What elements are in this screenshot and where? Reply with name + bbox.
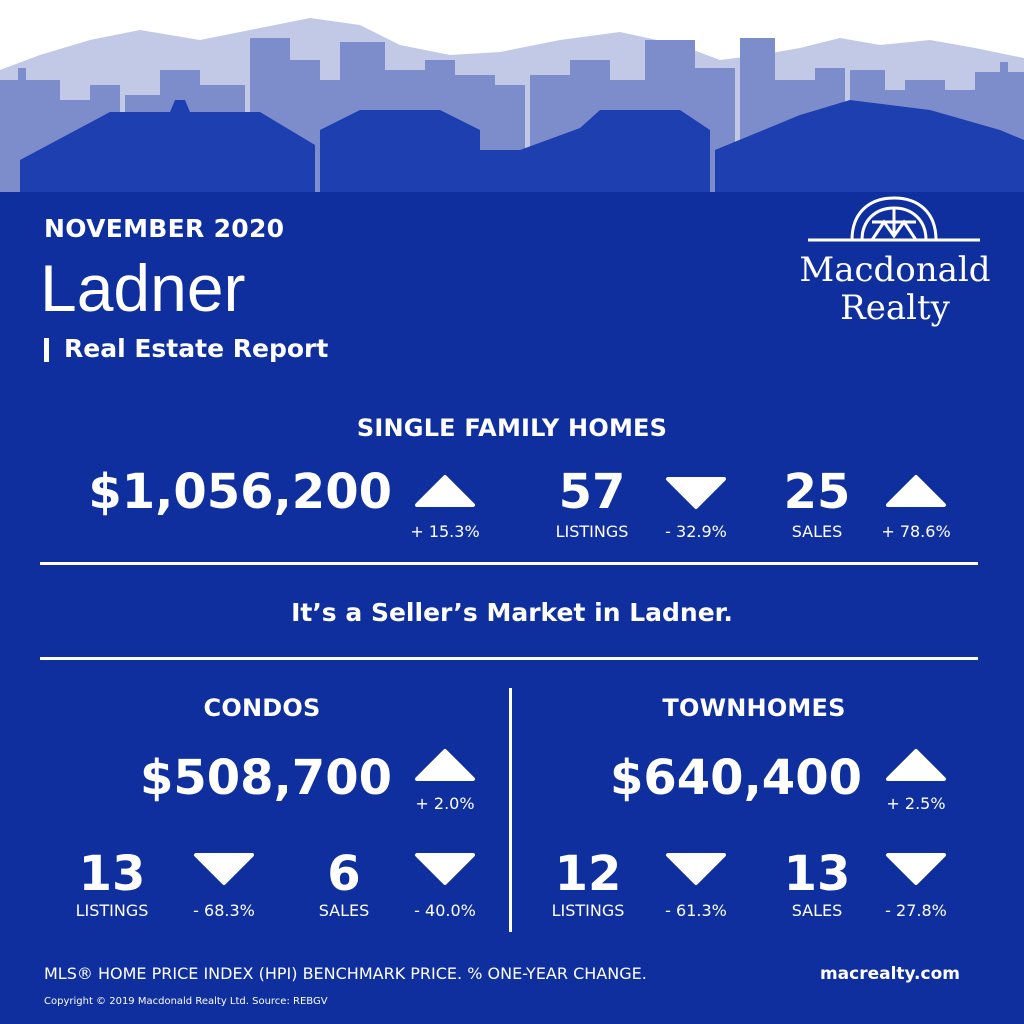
triangle-down-icon [665, 852, 727, 886]
condos-sales-label: SALES [318, 901, 370, 920]
column-divider [509, 688, 512, 932]
single-family-price-change: + 15.3% [410, 522, 480, 541]
brand-name-line2: Realty [840, 288, 950, 328]
single-family-sales: 25 [783, 464, 851, 520]
triangle-up-icon [885, 748, 947, 782]
single-family-listings: 57 [558, 464, 626, 520]
single-family-listings-label: LISTINGS [555, 522, 629, 541]
skyline-illustration [0, 0, 1024, 200]
divider-top [40, 562, 978, 565]
triangle-down-icon [193, 852, 255, 886]
website-link[interactable]: macrealty.com [819, 964, 960, 984]
townhomes-sales-label: SALES [791, 901, 843, 920]
city-name: Ladner [40, 251, 246, 325]
townhomes-listings-label: LISTINGS [551, 901, 625, 920]
condos-sales: 6 [327, 846, 361, 902]
condos-price: $508,700 [139, 750, 392, 806]
townhomes-listings: 12 [554, 846, 622, 902]
brand-name-line1: Macdonald [799, 250, 991, 290]
hpi-footnote: MLS® HOME PRICE INDEX (HPI) BENCHMARK PRICE. % ONE-YEAR CHANGE. [44, 964, 647, 983]
condos-price-change: + 2.0% [415, 794, 475, 813]
market-tagline: It’s a Seller’s Market in Ladner. [291, 598, 733, 627]
triangle-up-icon [414, 748, 476, 782]
triangle-down-icon [414, 852, 476, 886]
copyright-notice: Copyright © 2019 Macdonald Realty Ltd. Source: REBGV [44, 996, 328, 1007]
single-family-price: $1,056,200 [88, 464, 392, 520]
condos-listings-label: LISTINGS [75, 901, 149, 920]
condos-listings: 13 [78, 846, 146, 902]
townhomes-sales: 13 [783, 846, 851, 902]
townhomes-sales-change: - 27.8% [885, 901, 947, 920]
triangle-up-icon [885, 474, 947, 508]
single-family-listings-change: - 32.9% [665, 522, 727, 541]
townhomes-price-change: + 2.5% [886, 794, 946, 813]
single-family-sales-label: SALES [791, 522, 843, 541]
townhomes-listings-change: - 61.3% [665, 901, 727, 920]
divider-middle [40, 657, 978, 660]
condos-listings-change: - 68.3% [193, 901, 255, 920]
report-month: NOVEMBER 2020 [44, 214, 285, 243]
townhomes-price: $640,400 [609, 750, 862, 806]
condos-heading: CONDOS [203, 694, 321, 722]
single-family-sales-change: + 78.6% [881, 522, 951, 541]
condos-sales-change: - 40.0% [414, 901, 476, 920]
macdonald-realty-logo-icon [808, 192, 980, 244]
triangle-down-icon [885, 852, 947, 886]
single-family-heading: SINGLE FAMILY HOMES [356, 414, 668, 442]
triangle-down-icon [665, 476, 727, 510]
townhomes-heading: TOWNHOMES [662, 694, 846, 722]
report-label: Real Estate Report [64, 334, 329, 363]
report-accent-bar [44, 338, 49, 362]
triangle-up-icon [414, 474, 476, 508]
